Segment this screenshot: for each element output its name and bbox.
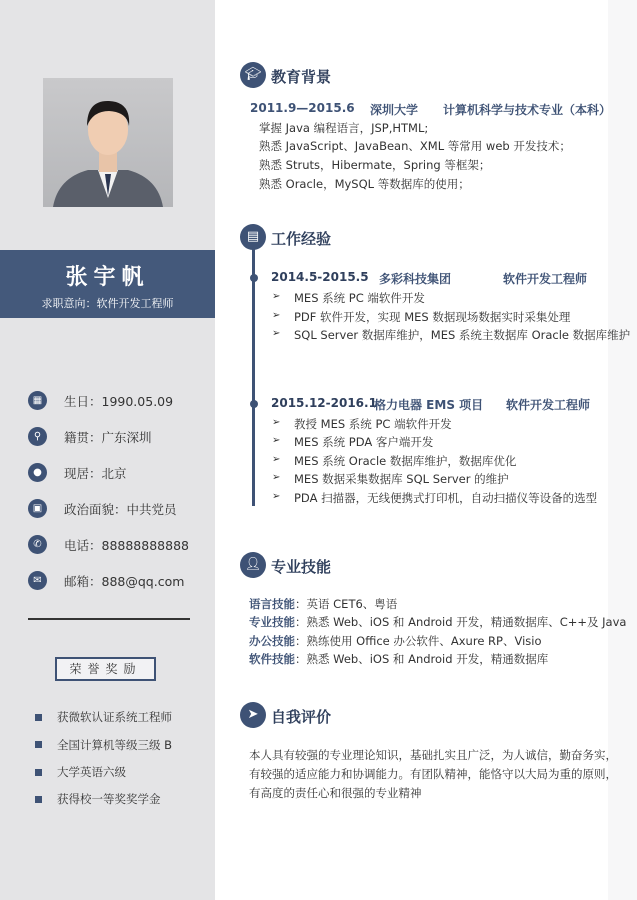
graduation-cap-icon: 🎓︎ (240, 62, 266, 88)
work-title: 工作经验 (271, 230, 332, 248)
bullet-icon (35, 741, 42, 748)
info-origin: 籍贯：广东深圳 (64, 430, 152, 445)
skill-text: ：熟悉 Web、iOS 和 Android 开发，精通数据库 (295, 652, 549, 666)
education-line: 掌握 Java 编程语言，JSP,HTML; (259, 121, 429, 135)
arrow-bullet-icon: ➢ (272, 310, 281, 321)
phone-icon: ✆ (28, 535, 47, 554)
arrow-bullet-icon: ➢ (272, 472, 281, 483)
job-company: 格力电器 EMS 项目 (374, 398, 484, 412)
arrow-bullet-icon: ➢ (272, 435, 281, 446)
awards-title: 荣誉奖励 (55, 657, 156, 681)
job-bullet: MES 系统 PDA 客户端开发 (294, 435, 434, 449)
self-eval-line: 有较强的适应能力和协调能力。有团队精神，能恪守以大局为重的原则， (249, 767, 617, 781)
person-location-icon: ⚲ (28, 427, 47, 446)
arrow-bullet-icon: ➢ (272, 491, 281, 502)
job-bullet: PDA 扫描器，无线便携式打印机，自动扫描仪等设备的选型 (294, 491, 598, 505)
bullet-icon (35, 796, 42, 803)
map-pin-icon: ● (28, 463, 47, 482)
timeline-dot (250, 274, 258, 282)
arrow-bullet-icon: ➢ (272, 417, 281, 428)
skill-label: 办公技能 (249, 634, 295, 648)
self-eval-line: 本人具有较强的专业理论知识，基础扎实且广泛，为人诚信，勤奋务实， (249, 748, 617, 762)
education-major: 计算机科学与技术专业（本科） (443, 103, 612, 117)
self-eval-line: 有高度的责任心和很强的专业精神 (249, 786, 422, 800)
job-period: 2015.12-2016.1 (271, 396, 377, 410)
clipboard-icon: ▤ (240, 224, 266, 250)
skill-text: ：熟练使用 Office 办公软件、Axure RP、Visio (295, 634, 542, 648)
skill-label: 专业技能 (249, 615, 295, 629)
job-period: 2014.5-2015.5 (271, 270, 369, 284)
job-company: 多彩科技集团 (379, 272, 452, 286)
info-birthday: 生日：1990.05.09 (64, 394, 174, 409)
award-item: 获得校一等奖奖学金 (57, 792, 161, 806)
info-email: 邮箱：888@qq.com (64, 574, 185, 589)
job-role: 软件开发工程师 (506, 398, 591, 412)
award-item: 大学英语六级 (57, 765, 126, 779)
arrow-bullet-icon: ➢ (272, 291, 281, 302)
education-school: 深圳大学 (370, 103, 419, 117)
skills-title: 专业技能 (271, 558, 332, 576)
info-phone: 电话：88888888888 (64, 538, 189, 553)
job-role: 软件开发工程师 (503, 272, 588, 286)
name-banner (0, 250, 215, 318)
id-card-icon: ▣ (28, 499, 47, 518)
education-line: 熟悉 Struts，Hibermate，Spring 等框架； (259, 158, 491, 172)
education-title: 教育背景 (271, 68, 332, 86)
job-intent: 求职意向：软件开发工程师 (41, 297, 174, 310)
timeline-dot (250, 400, 258, 408)
job-bullet: MES 系统 Oracle 数据库维护，数据库优化 (294, 454, 517, 468)
job-bullet: MES 系统 PC 端软件开发 (294, 291, 425, 305)
education-line: 熟悉 JavaScript、JavaBean、XML 等常用 web 开发技术； (259, 139, 571, 153)
skill-label: 语言技能 (249, 597, 295, 611)
page-edge (608, 0, 637, 900)
job-bullet: SQL Server 数据库维护，MES 系统主数据库 Oracle 数据库维护 (294, 328, 631, 342)
job-bullet: 教授 MES 系统 PC 端软件开发 (294, 417, 452, 431)
job-bullet: PDF 软件开发，实现 MES 数据现场数据实时采集处理 (294, 310, 571, 324)
profile-photo (43, 78, 173, 207)
arrow-bullet-icon: ➢ (272, 328, 281, 339)
info-residence: 现居：北京 (64, 466, 127, 481)
self-eval-title: 自我评价 (271, 708, 332, 726)
bullet-icon (35, 714, 42, 721)
arrow-bullet-icon: ➢ (272, 454, 281, 465)
award-item: 全国计算机等级三级 B (57, 738, 173, 752)
skill-text: ：熟悉 Web、iOS 和 Android 开发，精通数据库、C++及 Java (295, 615, 627, 629)
education-period: 2011.9—2015.6 (250, 101, 355, 115)
paper-plane-icon: ➤ (240, 702, 266, 728)
divider (28, 618, 190, 620)
mail-icon: ✉ (28, 571, 47, 590)
skill-text: ：英语 CET6、粤语 (295, 597, 398, 611)
skill-label: 软件技能 (249, 652, 295, 666)
job-bullet: MES 数据采集数据库 SQL Server 的维护 (294, 472, 509, 486)
info-political: 政治面貌：中共党员 (64, 502, 177, 517)
user-icon: 👤︎ (240, 552, 266, 578)
education-line: 熟悉 Oracle，MySQL 等数据库的使用； (259, 177, 470, 191)
award-item: 获微软认证系统工程师 (57, 710, 172, 724)
bullet-icon (35, 769, 42, 776)
candidate-name: 张宇帆 (65, 265, 150, 290)
calendar-icon: ▦ (28, 391, 47, 410)
